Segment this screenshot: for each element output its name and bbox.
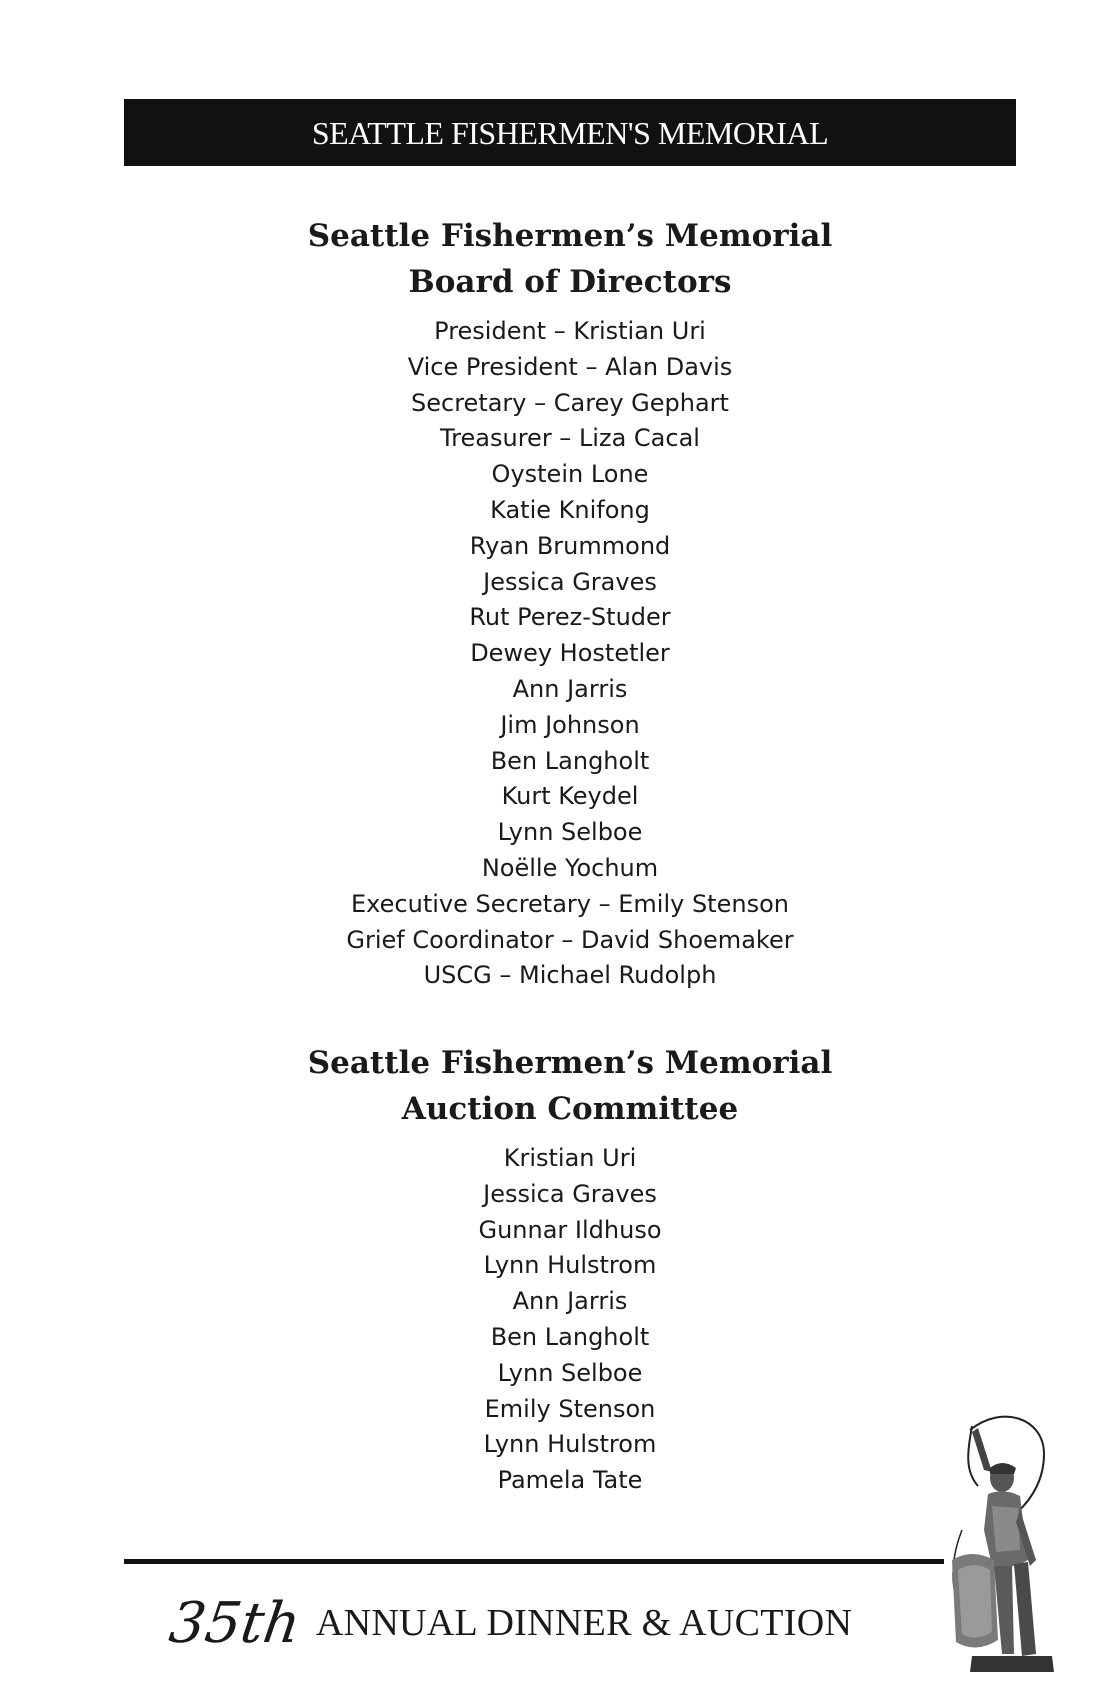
member-name: Jessica Graves <box>483 1179 657 1208</box>
member-name: Executive Secretary – Emily Stenson <box>351 889 789 918</box>
member-name: Rut Perez-Studer <box>469 603 671 632</box>
footer <box>165 1583 853 1663</box>
member-name: Lynn Selboe <box>497 818 643 847</box>
anniversary-number: 35th <box>165 1590 305 1656</box>
member-name: Pamela Tate <box>497 1466 643 1495</box>
member-name: Treasurer – Liza Cacal <box>440 424 700 453</box>
member-name: Kurt Keydel <box>501 782 639 811</box>
member-name: Ben Langholt <box>490 1322 650 1351</box>
member-name: Dewey Hostetler <box>470 639 670 668</box>
board-member-list <box>0 314 1100 994</box>
member-name: Lynn Hulstrom <box>483 1430 657 1459</box>
fisherman-statue-icon <box>932 1410 1062 1680</box>
member-name: USCG – Michael Rudolph <box>423 961 717 990</box>
member-name: Grief Coordinator – David Shoemaker <box>346 925 794 954</box>
member-name: Lynn Selboe <box>497 1358 643 1387</box>
member-name: Vice President – Alan Davis <box>407 352 733 381</box>
member-name: Noëlle Yochum <box>481 853 659 882</box>
member-name: Jessica Graves <box>483 567 657 596</box>
board-heading <box>0 213 1100 305</box>
member-name: Lynn Hulstrom <box>483 1251 657 1280</box>
auction-heading <box>0 1040 1100 1132</box>
auction-heading-line1: Seattle Fishermen’s Memorial <box>307 1045 833 1081</box>
auction-heading-line2: Auction Committee <box>401 1091 739 1127</box>
header-bar <box>124 99 1016 166</box>
board-heading-line2: Board of Directors <box>408 264 732 300</box>
member-name: Oystein Lone <box>491 460 649 489</box>
member-name: Ann Jarris <box>512 1287 628 1316</box>
member-name: Jim Johnson <box>500 710 640 739</box>
member-name: President – Kristian Uri <box>434 317 706 345</box>
footer-divider <box>124 1559 944 1564</box>
board-section <box>0 213 1100 994</box>
member-name: Katie Knifong <box>490 495 650 524</box>
event-name: ANNUAL DINNER & AUCTION <box>315 1602 853 1644</box>
member-name: Gunnar Ildhuso <box>478 1215 662 1244</box>
member-name: Secretary – Carey Gephart <box>411 388 729 417</box>
member-name: Ben Langholt <box>490 746 650 775</box>
member-name: Ryan Brummond <box>469 531 671 560</box>
header-title: SEATTLE FISHERMEN'S MEMORIAL <box>311 114 829 151</box>
member-name: Emily Stenson <box>484 1394 656 1423</box>
member-name: Kristian Uri <box>503 1144 637 1172</box>
board-heading-line1: Seattle Fishermen’s Memorial <box>307 218 833 254</box>
member-name: Ann Jarris <box>512 674 628 703</box>
